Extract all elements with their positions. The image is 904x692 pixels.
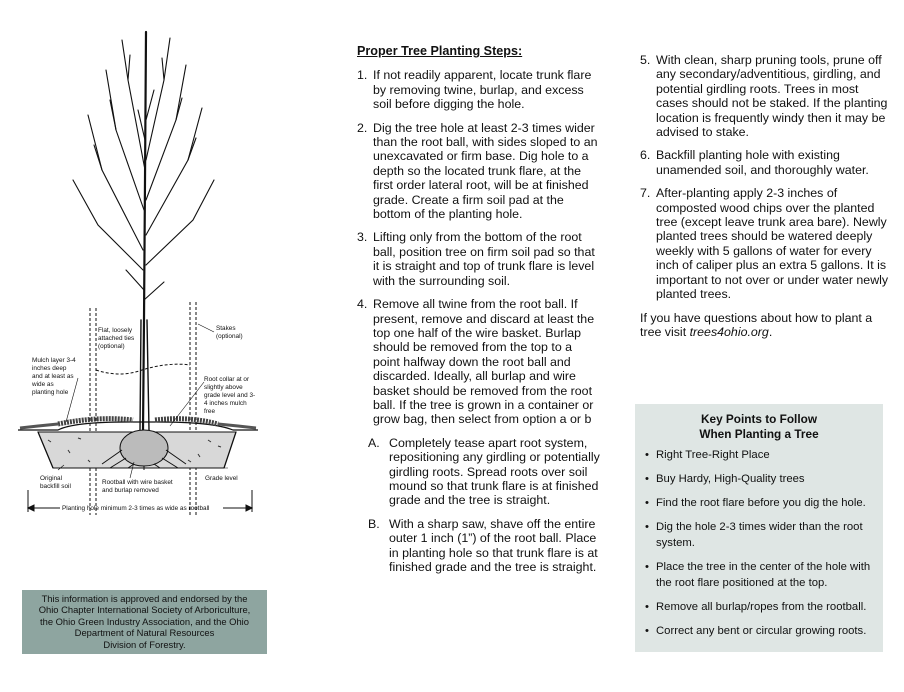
step-item: [640, 53, 890, 139]
key-point-item: [645, 519, 873, 551]
key-point-text: Buy Hardy, High-Quality trees: [656, 473, 805, 485]
step-text: Remove all twine from the root ball. If present, remove and discard at least the top one half of the wire basket. Burlap should be removed from the top to a point halfway down the root ball and discarded. Ideally, all burlap and wire basket should be removed from the root ball. If the tree is grown in a container or grow bag, then select from option a or b: [373, 297, 595, 427]
bullet-icon: •: [645, 497, 649, 509]
contact-note: [640, 311, 890, 340]
step-item: [357, 297, 602, 427]
label-root-collar: Root collar at or slightly above grade level and 3- 4 inches mulch free: [204, 376, 256, 415]
step-item: [640, 148, 890, 177]
steps-continued-column: [640, 53, 890, 339]
bullet-icon: •: [645, 473, 649, 485]
steps-list: [357, 68, 602, 426]
sub-step-item: [368, 517, 602, 575]
steps-title: Proper Tree Planting Steps:: [357, 44, 523, 58]
contact-text: If you have questions about how to plant a tree visit: [640, 310, 873, 339]
step-item: [357, 121, 602, 222]
key-points-list: [645, 447, 873, 639]
step-number: 3.: [357, 230, 368, 245]
contact-end: .: [768, 324, 773, 339]
key-point-item: [645, 623, 873, 639]
key-points-title-line1: Key Points to Follow: [700, 412, 817, 426]
sub-step-text: Completely tease apart root system, repositioning any girdling or potentially girdling roots. Spread roots over soil mound so that trunk flare is at finished grade and the tree is straight.: [389, 435, 600, 508]
label-stakes: Stakes (optional): [216, 325, 243, 340]
sub-step-letter: A.: [368, 435, 380, 450]
key-point-text: Dig the hole 2-3 times wider than the root system.: [656, 521, 863, 549]
key-point-text: Find the root flare before you dig the hole.: [656, 497, 866, 509]
key-point-text: Remove all burlap/ropes from the rootball.: [656, 601, 867, 613]
bullet-icon: •: [645, 521, 649, 533]
label-grade: Grade level: [205, 475, 238, 482]
step-text: After-planting apply 2-3 inches of composted wood chips over the planted tree (except leave trunk area bare). Newly planted trees should be watered deeply weekly with 5 gallons of water for every inch of caliper plus an extra 5 gallons. It is important to not over or under water newly planted trees.: [656, 186, 889, 302]
key-point-text: Place the tree in the center of the hole with the root flare positioned at the top.: [656, 561, 871, 589]
steps-list-continued: [640, 53, 890, 302]
step-number: 7.: [640, 186, 651, 201]
sub-step-text: With a sharp saw, shave off the entire outer 1 inch (1”) of the root ball. Place in planting hole so that trunk flare is at finished grade and the tree is straight.: [389, 516, 598, 574]
planting-hole: [18, 419, 258, 470]
label-rootball: Rootball with wire basket and burlap removed: [102, 479, 173, 494]
endorsement-line: Department of Natural Resources: [74, 627, 215, 639]
label-ties: Flat, loosely attached ties (optional): [98, 327, 135, 350]
endorsement-line: This information is approved and endorsed by the: [41, 593, 248, 604]
label-width: Planting hole minimum 2-3 times as wide as rootball: [62, 505, 210, 512]
endorsement-line: the Ohio Green Industry Association, and the Ohio: [40, 615, 249, 627]
step-number: 4.: [357, 297, 368, 312]
bullet-icon: •: [645, 601, 649, 613]
step-number: 5.: [640, 53, 651, 67]
sub-step-letter: B.: [368, 516, 380, 531]
steps-column: [357, 44, 602, 583]
step-number: 6.: [640, 148, 651, 163]
website-link[interactable]: trees4ohio.org: [689, 324, 769, 339]
step-item: [357, 230, 602, 288]
bullet-icon: •: [645, 561, 649, 573]
key-points-title-line2: When Planting a Tree: [699, 427, 819, 441]
bullet-icon: •: [645, 625, 649, 637]
endorsement-box: [22, 590, 267, 654]
tree-branches: [73, 32, 214, 430]
step-text: If not readily apparent, locate trunk flare by removing twine, burlap, and excess soil before digging the hole.: [373, 68, 592, 112]
key-point-item: [645, 447, 873, 463]
label-mulch: Mulch layer 3-4 inches deep and at least as wide as planting hole: [32, 357, 76, 396]
step-text: Dig the tree hole at least 2-3 times wider than the root ball, with sides sloped to an unexcavated or firm base. Dig hole to a depth so the located trunk flare, at the first order lateral root, will be at finished grade. Create a firm soil pad at the bottom of the planting hole.: [373, 120, 598, 222]
key-point-text: Correct any bent or circular growing roots.: [656, 625, 867, 637]
step-number: 1.: [357, 68, 368, 83]
step-text: Lifting only from the bottom of the root ball, position tree on firm soil pad so that it is straight and top of trunk flare is level with the surrounding soil.: [373, 230, 595, 288]
bullet-icon: •: [645, 449, 649, 461]
step-text: With clean, sharp pruning tools, prune off any secondary/adventitious, girdling, and potential girdling roots. Trees in most cases should not be staked. If the planting location is frequently windy then it may be advised to stake.: [656, 53, 888, 140]
step-text: Backfill planting hole with existing unamended soil, and thoroughly water.: [656, 148, 869, 177]
key-points-title: [645, 412, 873, 442]
endorsement-line: Division of Forestry.: [103, 638, 186, 650]
step-item: [357, 68, 602, 111]
key-point-item: [645, 495, 873, 511]
key-point-item: [645, 559, 873, 591]
key-point-text: Right Tree-Right Place: [656, 449, 770, 461]
tree-planting-diagram: [18, 20, 258, 520]
sub-step-item: [368, 436, 602, 508]
step-number: 2.: [357, 120, 368, 135]
key-point-item: [645, 471, 873, 487]
step-item: [640, 186, 890, 301]
label-backfill: Original backfill soil: [40, 475, 71, 490]
key-points-box: [635, 404, 883, 652]
key-point-item: [645, 599, 873, 615]
endorsement-line: Ohio Chapter International Society of Arboriculture,: [38, 604, 251, 616]
